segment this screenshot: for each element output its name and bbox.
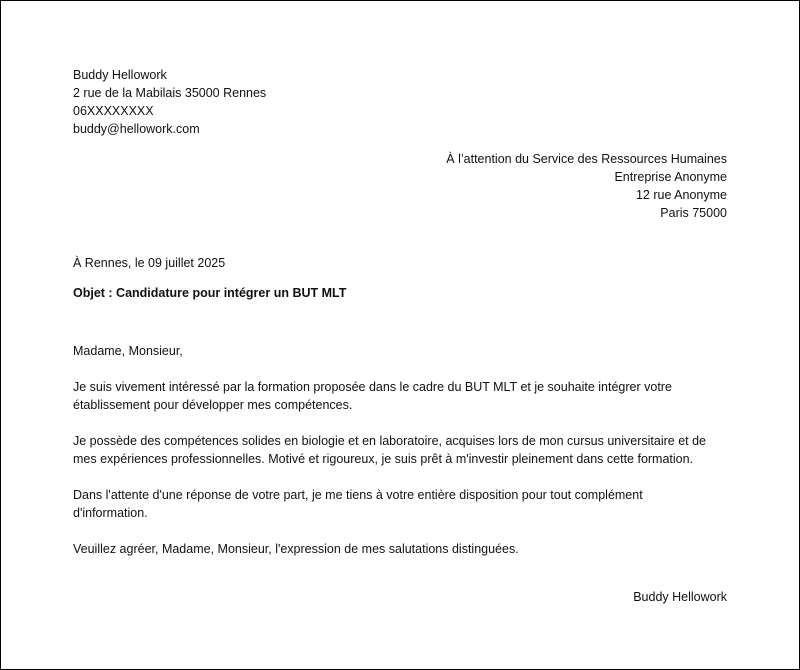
letter-body	[73, 342, 733, 576]
paragraph-line: Je possède des compétences solides en biologie et en laboratoire, acquises lors de mon cursus universitaire et de	[73, 434, 707, 448]
letter-date: À Rennes, le 09 juillet 2025	[73, 256, 226, 270]
sender-address: 2 rue de la Mabilais 35000 Rennes	[73, 86, 267, 100]
signature: Buddy Hellowork	[633, 590, 727, 604]
letter-subject: Objet : Candidature pour intégrer un BUT MLT	[73, 286, 347, 300]
closing-formula: Veuillez agréer, Madame, Monsieur, l'expression de mes salutations distinguées.	[73, 542, 519, 556]
recipient-company: Entreprise Anonyme	[614, 170, 727, 184]
sender-email: buddy@hellowork.com	[73, 122, 200, 136]
paragraph-availability	[73, 486, 733, 522]
recipient-block	[446, 150, 727, 222]
paragraph-skills	[73, 432, 733, 468]
paragraph-line: Je suis vivement intéressé par la formation proposée dans le cadre du BUT MLT et je souhaite intégrer votre	[73, 380, 672, 394]
paragraph-line: établissement pour développer mes compétences.	[73, 398, 353, 412]
paragraph-line: mes expériences professionnelles. Motivé et rigoureux, je suis prêt à m'investir pleinement dans cette formation.	[73, 452, 694, 466]
recipient-street: 12 rue Anonyme	[635, 188, 727, 202]
sender-name: Buddy Hellowork	[73, 68, 167, 82]
sender-block	[73, 66, 266, 138]
sender-phone: 06XXXXXXXX	[73, 104, 154, 118]
salutation: Madame, Monsieur,	[73, 344, 183, 358]
recipient-city: Paris 75000	[660, 206, 727, 220]
paragraph-line: Dans l'attente d'une réponse de votre part, je me tiens à votre entière disposition pour tout complément	[73, 488, 643, 502]
recipient-attention: À l’attention du Service des Ressources Humaines	[446, 152, 727, 166]
paragraph-line: d'information.	[73, 506, 148, 520]
paragraph-motivation	[73, 378, 733, 414]
